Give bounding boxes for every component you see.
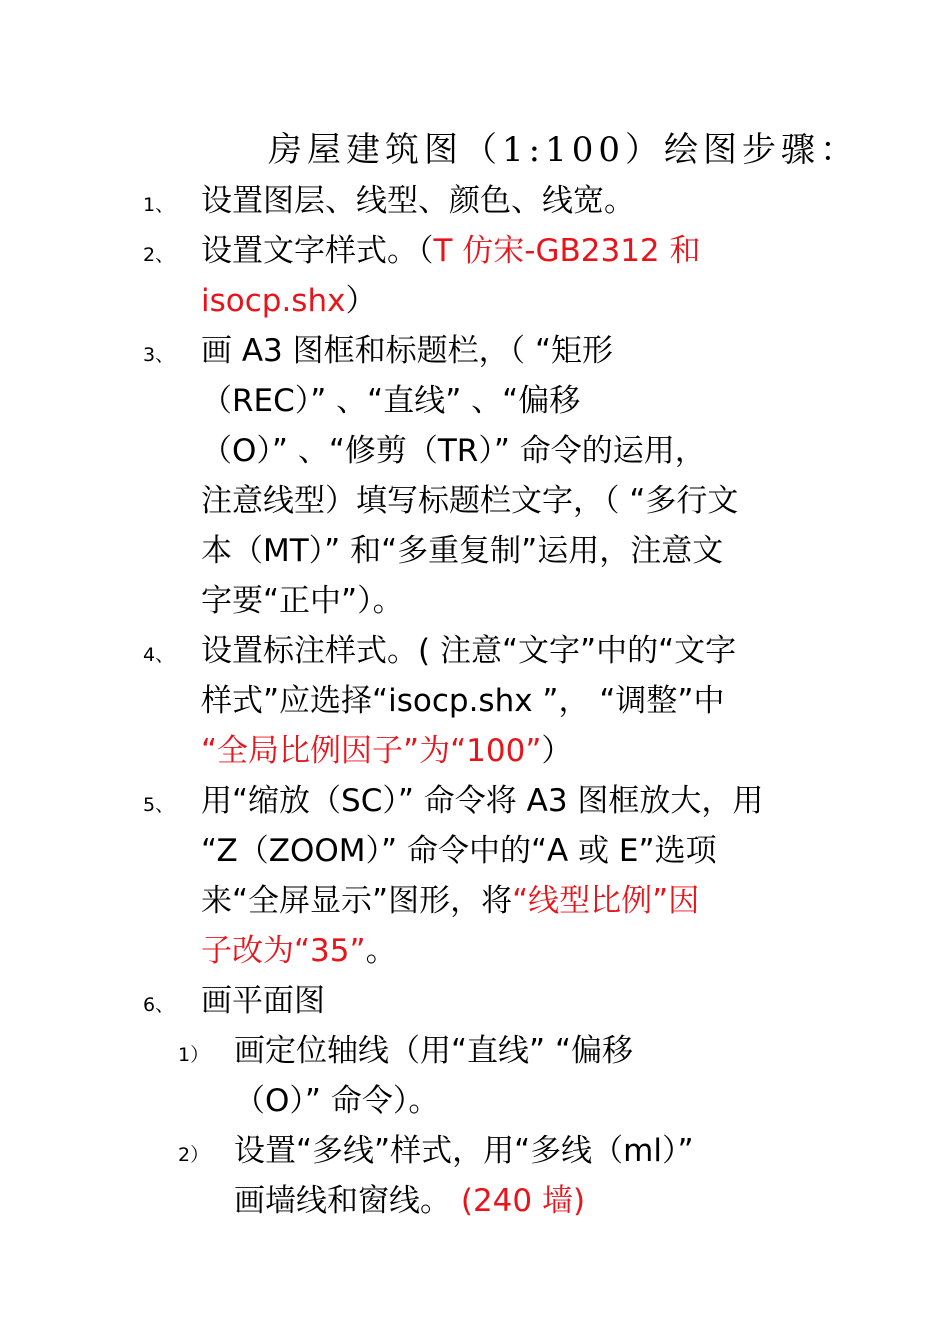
text-run: 用“缩放（SC）” 命令将 A3 图框放大，用 (201, 783, 764, 819)
text-run: 本（MT）” 和“多重复制”运用，注意文 (201, 533, 724, 569)
linetype-scale-value-highlight: 子改为“35” (201, 933, 366, 969)
item-number: 3、 (143, 344, 175, 366)
text-run: 设置文字样式。（ (201, 233, 434, 269)
item-5-line-1 (201, 776, 763, 826)
text-run: 画 A3 图框和标题栏，（ “矩形 (201, 333, 614, 369)
text-run: 画定位轴线（用“直线” “偏移 (234, 1033, 634, 1069)
subitem-number: 1） (178, 1044, 210, 1066)
text-run: 样式”应选择“isocp.shx ”， “调整”中 (201, 683, 725, 719)
item-2-line-2 (201, 276, 376, 326)
text-run: 注意线型）填写标题栏文字，（ “多行文 (201, 483, 739, 519)
text-run: ） (345, 283, 377, 319)
item-number: 4、 (143, 644, 175, 666)
item-5-line-3 (201, 876, 699, 926)
scale-factor-highlight: “全局比例因子”为“100” (201, 733, 542, 769)
text-run: 字要“正中”）。 (201, 583, 404, 619)
item-6-line-1 (201, 976, 325, 1026)
text-run: （O）” 、“修剪（TR）” 命令的运用， (201, 433, 706, 469)
item-4-line-3 (201, 726, 572, 776)
item-3-line-3 (201, 426, 706, 476)
item-number: 2、 (143, 244, 175, 266)
linetype-scale-highlight: “线型比例”因 (512, 883, 700, 919)
item-5-line-2 (201, 826, 717, 876)
text-run: 设置图层、线型、颜色、线宽。 (201, 183, 635, 219)
item-number: 5、 (143, 794, 175, 816)
item-number: 6、 (143, 994, 175, 1016)
font-file-highlight: isocp.shx (201, 283, 346, 319)
item-3-line-1 (201, 326, 613, 376)
text-run: 设置“多线”样式，用“多线（ml）” (234, 1133, 694, 1169)
item-4-line-1 (201, 626, 736, 676)
item-2-line-1 (201, 226, 701, 276)
item-3-line-2 (201, 376, 580, 426)
text-run: 。 (365, 933, 397, 969)
text-run: 画平面图 (201, 983, 325, 1019)
item-3-line-4 (201, 476, 738, 526)
item-1-line-1 (201, 176, 635, 226)
subitem-2-line-2 (234, 1176, 585, 1226)
subitem-2-line-1 (234, 1126, 694, 1176)
document-title: 房屋建筑图（1:100）绘图步骤： (268, 130, 859, 170)
item-4-line-2 (201, 676, 724, 726)
item-3-line-5 (201, 526, 723, 576)
text-run: 来“全屏显示”图形，将 (201, 883, 513, 919)
item-5-line-4 (201, 926, 397, 976)
wall-thickness-highlight: (240 墙) (460, 1183, 586, 1219)
text-run: （REC）” 、“直线” 、“偏移 (201, 383, 581, 419)
item-3-line-6 (201, 576, 404, 626)
item-number: 1、 (143, 194, 175, 216)
subitem-1-line-1 (234, 1026, 633, 1076)
text-run: 设置标注样式。( 注意“文字”中的“文字 (201, 633, 737, 669)
font-name-highlight: T 仿宋-GB2312 和 (433, 233, 701, 269)
text-run: 画墙线和窗线。 (234, 1183, 461, 1219)
text-run: （O）” 命令）。 (234, 1083, 440, 1119)
text-run: ） (541, 733, 573, 769)
subitem-number: 2） (178, 1144, 210, 1166)
subitem-1-line-2 (234, 1076, 439, 1126)
text-run: “Z（ZOOM）” 命令中的“A 或 E”选项 (201, 833, 717, 869)
